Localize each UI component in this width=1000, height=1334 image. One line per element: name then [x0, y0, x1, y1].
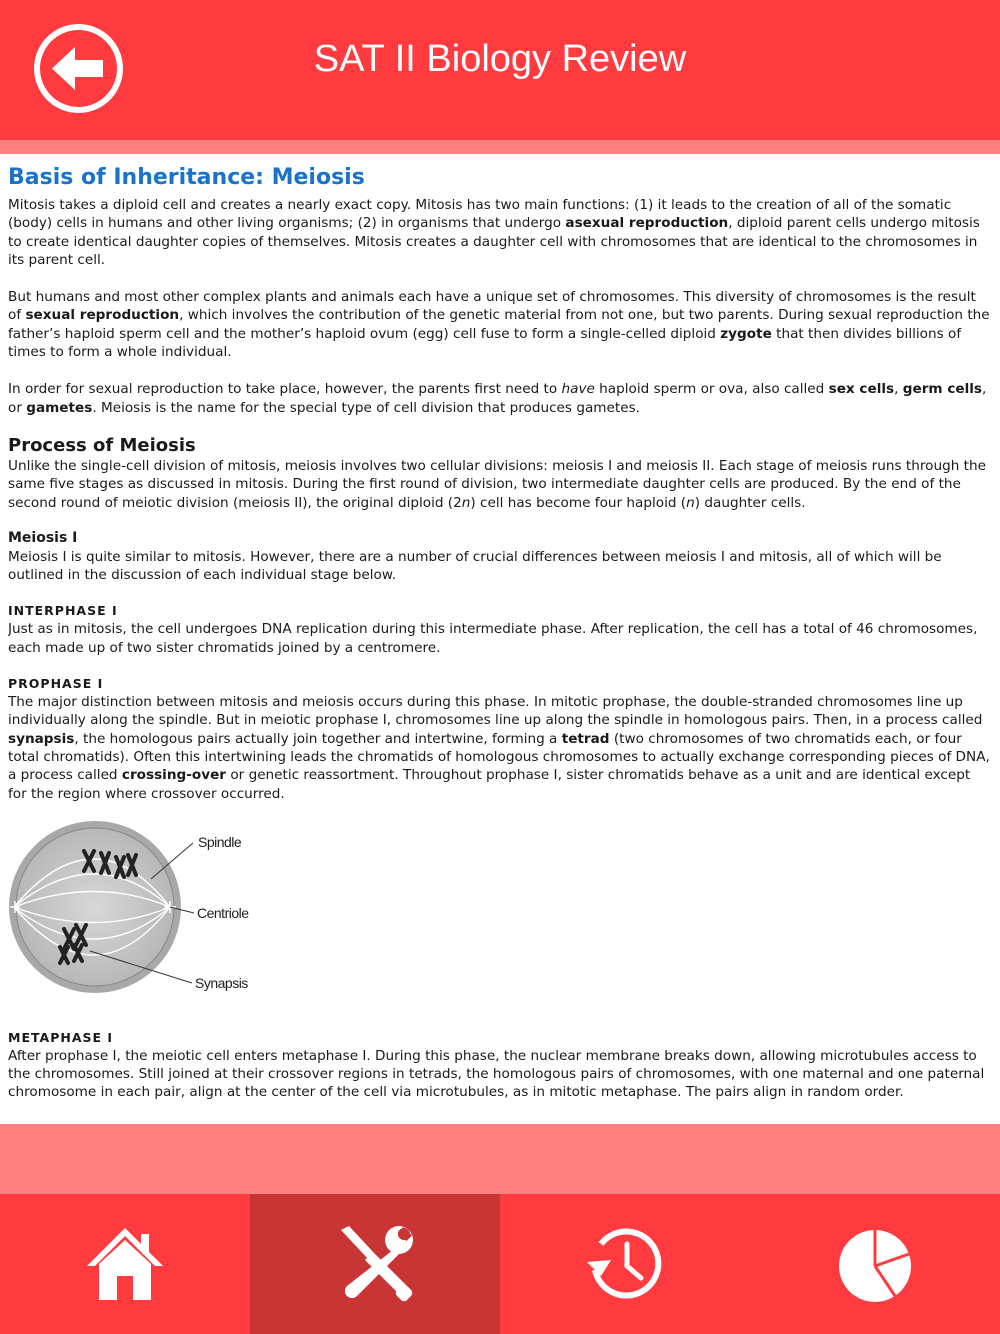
text-run: The major distinction between mitosis and meiosis occurs during this phase. In mitotic prophase, the double-stranded chromosomes line up individually along the spindle. But in meiotic prophase I, chromosomes line up along the spindle in homologous pairs. Then, in a process called [8, 694, 983, 729]
paragraph: After prophase I, the meiotic cell enters metaphase I. During this phase, the nuclear membrane breaks down, allowing microtubules access to the chromosomes. Still joined at their crossover regions in tetrads, the homologous pairs of chromosomes, with one maternal and one paternal chromosome in each pair, align at the center of the cell via microtubules, as in mitotic metaphase. The pairs align in random order. [8, 1047, 985, 1101]
text-run: , diploid parent cells undergo mitosis to create identical daughter copies of themselves. Mitosis creates a daughter cell with chromosomes that are identical to the chromosomes in its parent cell. [8, 215, 980, 268]
prophase-diagram [8, 821, 268, 1011]
bold-term: sexual reproduction [25, 307, 180, 324]
spindle-label: Spindle [198, 833, 242, 850]
centriole-label: Centriole [197, 904, 249, 921]
synapsis-label: Synapsis [195, 974, 248, 991]
italic-text: have [561, 381, 595, 398]
tools-icon [335, 1224, 415, 1304]
text-run: , [894, 381, 903, 398]
text-run: haploid sperm or ova, also called [594, 381, 829, 398]
history-icon [585, 1224, 665, 1304]
bold-term: tetrad [561, 730, 610, 747]
tab-tools[interactable] [250, 1194, 500, 1334]
text-run: ) cell has become four haploid ( [470, 494, 687, 511]
bold-term: germ cells [902, 381, 983, 398]
bottom-tab-bar [0, 1194, 1000, 1334]
article-title: Basis of Inheritance: Meiosis [8, 165, 365, 190]
text-run: Unlike the single-cell division of mitosis, meiosis involves two cellular divisions: meiosis I and meiosis II. Each stage of meiosis runs through the same five stages as discussed in mitosis. During the first round of division, two intermediate daughter cells are produced. By the end of the second round of meiotic division (meiosis II), the original diploid (2 [8, 457, 986, 511]
paragraph [8, 196, 990, 269]
bold-term: gametes [26, 399, 93, 416]
text-run: ) daughter cells. [694, 494, 806, 511]
paragraph: Just as in mitosis, the cell undergoes DNA replication during this intermediate phase. After replication, the cell has a total of 46 chromosomes, each made up of two sister chromatids joined by a centromere. [8, 621, 978, 656]
article-content [8, 160, 990, 1124]
paragraph [8, 288, 990, 361]
text-run: Mitosis takes a diploid cell and creates a nearly exact copy. Mitosis has two main functions: (1) it leads to the creation of all of the somatic (body) cells in humans and other living organisms; (2) in organisms that undergo [8, 197, 952, 232]
tab-history[interactable] [500, 1194, 750, 1334]
text-run: that then divides billions of times to form a whole individual. [8, 325, 962, 361]
bold-term: asexual reproduction [565, 215, 729, 232]
text-run: In order for sexual reproduction to take place, however, the parents first need to [8, 381, 562, 398]
paragraph [8, 457, 990, 512]
subsection-heading: Meiosis I [8, 529, 78, 546]
stage-heading: METAPHASE I [8, 1029, 114, 1045]
home-icon [85, 1224, 165, 1304]
app-title: SAT II Biology Review [313, 38, 687, 80]
text-run: But humans and most other complex plants and animals each have a unique set of chromosomes. This diversity of chromosomes is the result of [8, 289, 976, 324]
header-divider [0, 140, 1000, 154]
tab-home[interactable] [0, 1194, 250, 1334]
bold-term: zygote [720, 325, 772, 342]
section-heading: Process of Meiosis [8, 434, 196, 456]
text-run: , the homologous pairs actually join together and intertwine, forming a [74, 730, 562, 747]
text-run: , or [8, 381, 987, 416]
bold-term: synapsis [8, 730, 75, 747]
text-run: (two chromosomes of two chromatids each, or four total chromatids). Often this intertwining leads the chromatids of homologous chromosomes to actually exchange corresponding pieces of DNA, a process called [8, 730, 990, 784]
paragraph [8, 693, 990, 803]
footer-divider [0, 1124, 1000, 1194]
bold-term: sex cells [828, 381, 895, 398]
text-run: . Meiosis is the name for the special type of cell division that produces gametes. [92, 399, 640, 416]
italic-text: n [461, 494, 471, 511]
tab-stats[interactable] [750, 1194, 1000, 1334]
stage-heading: INTERPHASE I [8, 603, 118, 619]
paragraph [8, 380, 990, 417]
italic-text: n [686, 494, 695, 511]
text-run: or genetic reassortment. Throughout prophase I, sister chromatids behave as a unit and are identical except for the region where crossover occurred. [8, 767, 971, 802]
paragraph: Meiosis I is quite similar to mitosis. However, there are a number of crucial differences between meiosis I and mitosis, all of which will be outlined in the discussion of each individual stage below. [8, 548, 942, 584]
text-run: , which involves the contribution of the genetic material from not one, but two parents. During sexual reproduction the father’s haploid sperm cell and the mother’s haploid ovum (egg) cell fuse to form a single-celled diploid [8, 307, 990, 342]
header-bar [0, 0, 1000, 140]
pie-chart-icon [835, 1224, 915, 1304]
bold-term: crossing-over [121, 767, 227, 784]
stage-heading: PROPHASE I [8, 676, 104, 692]
